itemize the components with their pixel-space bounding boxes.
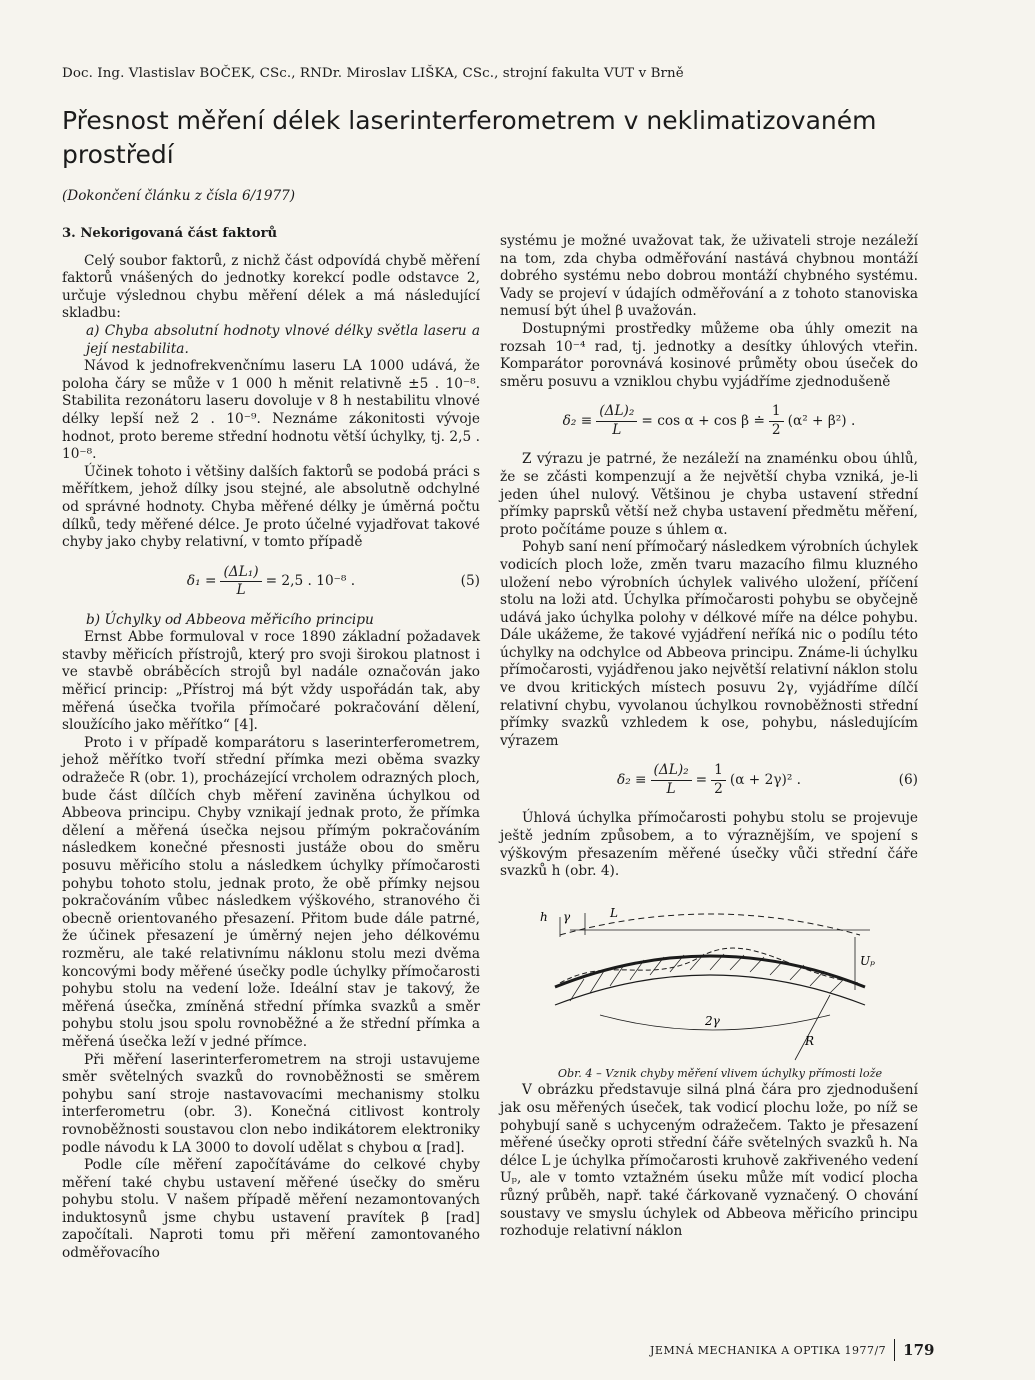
right-column bbox=[500, 233, 918, 1241]
journal-name: JEMNÁ MECHANIKA A OPTIKA 1977/7 bbox=[650, 1343, 887, 1357]
left-column bbox=[62, 225, 480, 1263]
page-footer bbox=[650, 1339, 934, 1361]
fraction-denominator: L bbox=[666, 780, 676, 797]
label-l: L bbox=[610, 905, 618, 920]
equation-half bbox=[711, 762, 726, 798]
footer-separator bbox=[894, 1339, 895, 1361]
equation-rhs: (α² + β²) . bbox=[787, 412, 856, 429]
page-number: 179 bbox=[903, 1341, 935, 1359]
label-r: R bbox=[805, 1033, 815, 1048]
alternative-profile bbox=[560, 948, 860, 983]
fraction-denominator: L bbox=[612, 421, 622, 438]
lower-arc bbox=[555, 975, 865, 1005]
fraction-numerator: (ΔL₁) bbox=[220, 564, 261, 583]
equation-cos bbox=[500, 401, 918, 441]
equation-lhs: δ₂ ≡ bbox=[616, 771, 647, 788]
equation-fraction bbox=[220, 564, 261, 600]
article-subtitle: (Dokončení článku z čísla 6/1977) bbox=[62, 188, 296, 204]
paragraph: Pohyb saní není přímočarý následkem výrobních úchylek vodicích ploch lože, změn tvaru mazacího filmu kluzného uložení nebo výrobních úchylek valivého uložení, příčení stolu na loži atd. Úchylka přímočarosti pohybu se obyčejně udává jako úchylka polohy v délkové míře na délce pohybu. Dále ukážeme, že takové vyjádření neříká nic o podílu této úchylky na odchylce od Abbeova principu. Známe-li úchylku přímočarosti, vyjádřenou jako největší relativní náklon stolu ve dvou kritických místech posuvu 2γ, vyjádříme dílčí relativní chybu, vyvolanou úchylkou rovnoběžnosti střední přímky svazků vzhledem k ose, pohybu, následujícím výrazem bbox=[500, 539, 918, 749]
label-up: Uₚ bbox=[860, 953, 875, 968]
equation-fraction bbox=[651, 762, 692, 798]
paragraph: Při měření laserinterferometrem na stroji ustavujeme směr světelných svazků do rovnoběžnosti se směrem pohybu saní stroje nastavovacími mechanismy stolku interferometru (obr. 3). Konečná citlivost kontroly rovnoběžnosti soustavou clon nebo indikátorem elektroniky podle návodu k LA 3000 to dovolí udělat s chybou α [rad]. bbox=[62, 1051, 480, 1156]
paragraph: Proto i v případě komparátoru s laserinterferometrem, jehož měřítko tvoří střední přímka mezi oběma svazky odražeče R (obr. 1), procházející vrcholem odrazných ploch, bude část dílčích chyb měření zaviněna úchylkou od Abbeova principu. Chyby vznikají jednak proto, že přímka dělení a měřená úsečka nejsou přímým pokračováním následkem konečné přesnosti justáže obou do směru posuvu měřicího stolu a následkem úchylky přímočarosti pohybu tohoto stolu, jednak proto, že obě přímky nejsou pokračováním vůbec následkem výškového, stranového či obecně orientovaného přesazení. Přitom bude dále patrné, že účinek přesazení je úměrný nejen jeho délkovému rozměru, ale také relativnímu náklonu stolu mezi dvěma koncovými body měřené úsečky podle úchylky přímočarosti pohybu stolu na vedení lože. Ideální stav je takový, že měřená úsečka, zmíněná střední přímka svazků a směr pohybu stolu jsou spolu rovnoběžné a že střední přímka a měřená úsečka leží v jedné přímce. bbox=[62, 734, 480, 1050]
paragraph: Podle cíle měření započítáváme do celkové chyby měření také chybu ustavení měřené úsečky do směru pohybu stolu. V našem případě měření nezamontovaných induktosynů jsme chybu ustavení pravítek β [rad] započítali. Naproti tomu při měření zamontovaného odměřovacího bbox=[62, 1157, 480, 1262]
equation-5 bbox=[62, 562, 480, 602]
radius-line bbox=[795, 995, 830, 1060]
equation-half bbox=[769, 403, 784, 439]
label-2gamma: 2γ bbox=[705, 1013, 720, 1028]
fraction-numerator: (ΔL)₂ bbox=[596, 403, 637, 422]
paragraph: Ernst Abbe formuloval v roce 1890 základní požadavek stavby měřicích přístrojů, který pro svoji širokou platnost i ve stavbě obráběcích strojů byl nadále označován jako měřicí princip: „Přístroj má být vždy uspořádán tak, aby měřená úsečka tvořila přímočaré pokračování dělení, sloužícího jako měřítko“ [4]. bbox=[62, 629, 480, 734]
figure-4 bbox=[500, 895, 918, 1065]
fraction-numerator: 1 bbox=[769, 403, 784, 422]
fraction-numerator: 1 bbox=[711, 762, 726, 781]
section-heading: 3. Nekorigovaná část faktorů bbox=[62, 226, 278, 241]
paragraph: Úhlová úchylka přímočarosti pohybu stolu se projevuje ještě jedním způsobem, a to výraznějším, ve spojení s výškovým přesazením měřené úsečky vůči střední čáře svazků h (obr. 4). bbox=[500, 810, 918, 880]
equation-middle: = bbox=[695, 771, 708, 788]
paragraph: Dostupnými prostředky můžeme oba úhly omezit na rozsah 10⁻⁴ rad, tj. jednotky a desítky úhlových vteřin. Komparátor porovnává kosinové průměty obou úseček do směru posuvu a vzniklou chybu vyjádříme zjednodušeně bbox=[500, 320, 918, 390]
article-title: Přesnost měření délek laserinterferometrem v neklimatizovaném prostředí bbox=[62, 106, 877, 169]
figure-4-drawing bbox=[500, 895, 918, 1065]
fraction-numerator: (ΔL)₂ bbox=[651, 762, 692, 781]
fraction-denominator: L bbox=[236, 582, 246, 599]
paragraph: Účinek tohoto i většiny dalších faktorů se podobá práci s měřítkem, jehož dílky jsou stejné, ale absolutně odchylné od správné hodnoty. Chyba měřené délky je úměrná počtu dílků, tedy měřené délce. Je proto účelné vyjadřovat takové chyby jako chyby relativní, v tomto případě bbox=[62, 463, 480, 551]
equation-rhs: (α + 2γ)² . bbox=[729, 771, 802, 788]
equation-lhs: δ₂ ≡ bbox=[562, 412, 593, 429]
paragraph: systému je možné uvažovat tak, že uživateli stroje nezáleží na tom, zda chyba odměřování nastává chybnou montáží dobrého systému nebo dobrou montáží chybného systému. Vady se projeví v údajích odměřování a z tohoto stanoviska nemusí být úhel β uvažován. bbox=[500, 233, 918, 320]
subheading-b: b) Úchylky od Abbeova měřicího principu bbox=[86, 611, 374, 628]
equation-6 bbox=[500, 760, 918, 800]
fraction-denominator: 2 bbox=[771, 421, 781, 438]
equation-number: (6) bbox=[898, 771, 918, 788]
author-line: Doc. Ing. Vlastislav BOČEK, CSc., RNDr. Miroslav LIŠKA, CSc., strojní fakulta VUT v Brně bbox=[62, 66, 684, 81]
label-gamma: γ bbox=[563, 909, 571, 924]
figure-caption: Obr. 4 – Vznik chyby měření vlivem úchylky přímosti lože bbox=[557, 1066, 883, 1080]
guide-dashed-arc bbox=[560, 914, 860, 935]
label-h: h bbox=[540, 909, 548, 924]
subheading-a: a) Chyba absolutní hodnoty vlnové délky světla laseru a její nestabilita. bbox=[86, 322, 480, 357]
equation-number: (5) bbox=[460, 572, 480, 589]
paragraph: V obrázku představuje silná plná čára pro zjednodušení jak osu měřených úseček, tak vodicí plochu lože, po níž se pohybují saně s uchyceným odražečem. Takto je přesazení měřené úsečky oproti střední čáře světelných svazků h. Na délce L je úchylka přímočarosti kruhově zakřiveného vedení Uₚ, ale v tomto vztažném úseku může mít vodicí plocha různý průběh, např. také čárkovaně vyznačený. O chování soustavy ve smyslu úchylek od Abbeova měřicího principu rozhoduje relativní náklon bbox=[500, 1082, 918, 1240]
paragraph: Celý soubor faktorů, z nichž část odpovídá chybě měření faktorů vnášených do jednotky korekcí podle odstavce 2, určuje výslednou chybu měření délek a má následující skladbu: bbox=[62, 252, 480, 322]
fraction-denominator: 2 bbox=[714, 780, 723, 797]
guide-arc bbox=[555, 956, 865, 987]
paragraph: Z výrazu je patrné, že nezáleží na znaménku obou úhlů, že se zčásti kompenzují a že největší chyba vzniká, je-li jeden úhel nulový. Většinou je chyba ustavení střední přímky paprsků větší než chyba ustavení předmětu měření, proto počítáme pouze s úhlem α. bbox=[500, 451, 918, 538]
equation-rhs: = 2,5 . 10⁻⁸ . bbox=[265, 572, 356, 589]
equation-middle: = cos α + cos β ≐ bbox=[641, 412, 765, 429]
equation-fraction bbox=[596, 403, 637, 439]
hatching bbox=[570, 954, 844, 1001]
equation-lhs: δ₁ = bbox=[186, 572, 217, 589]
paragraph: Návod k jednofrekvenčnímu laseru LA 1000 udává, že poloha čáry se může v 1 000 h měnit relativně ±5 . 10⁻⁸. Stabilita rezonátoru laseru dovoluje v 8 h nestabilitu vlnové délky lepší než 2 . 10⁻⁹. Neznáme zákonitosti vývoje hodnot, proto bereme střední hodnotu větší úchylky, tj. 2,5 . 10⁻⁸. bbox=[62, 358, 480, 463]
